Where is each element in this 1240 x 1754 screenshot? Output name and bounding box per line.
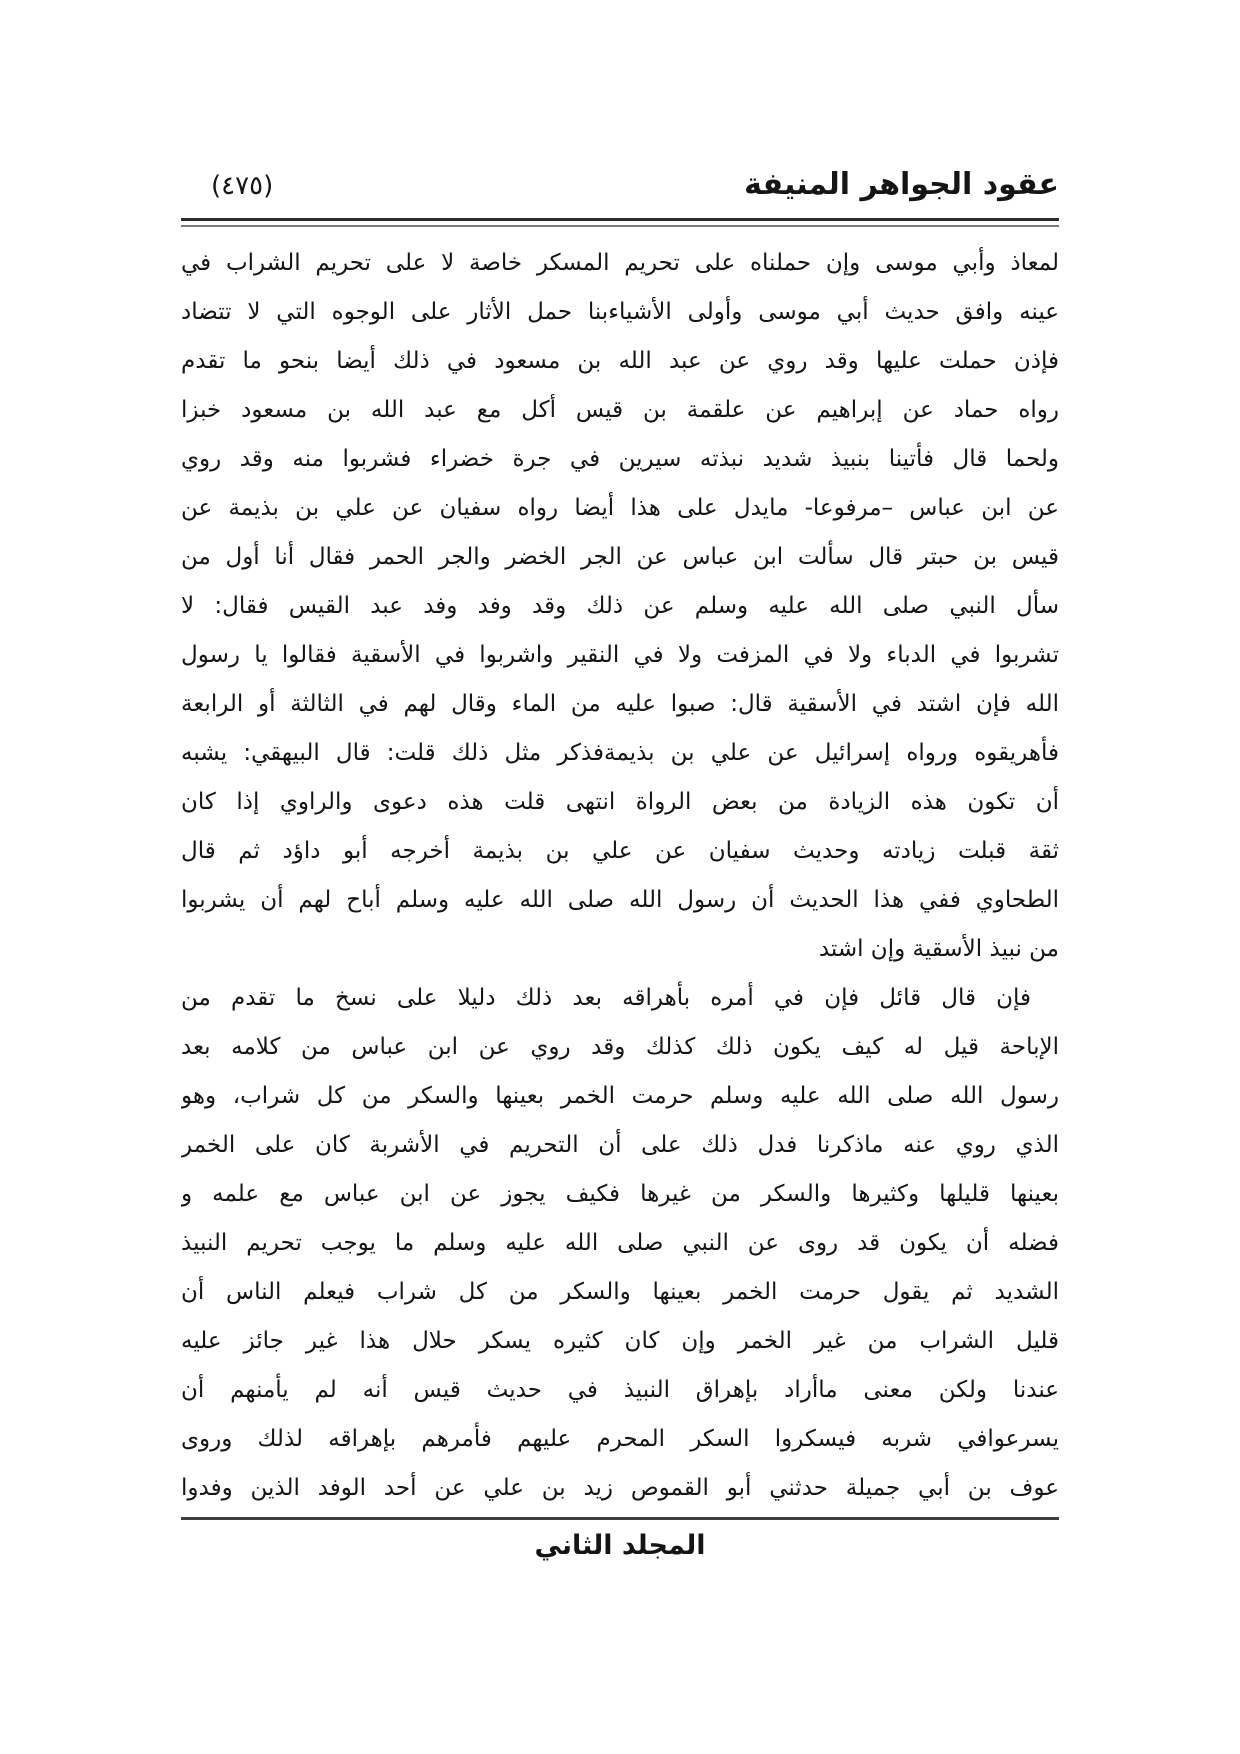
text-line: عوف بن أبي جميلة حدثني أبو القموص زيد بن علي عن أحد الوفد الذين وفدوا (181, 1475, 1059, 1501)
text-line: ثقة قبلت زيادته وحديث سفيان عن علي بن بذيمة أخرجه أبو داؤد ثم قال (181, 838, 1059, 864)
volume-label: المجلد الثاني (534, 1530, 706, 1561)
text-line: ولحما قال فأتينا بنبيذ شديد نبذته سيرين في جرة خضراء فشربوا منه وقد روي (181, 446, 1059, 472)
header-divider (181, 218, 1059, 227)
text-line: سأل النبي صلى الله عليه وسلم عن ذلك وقد وفد وفد عبد القيس فقال: لا (181, 593, 1059, 619)
text-line: عينه وافق حديث أبي موسى وأولى الأشياءبنا حمل الأثار على الوجوه التي لا تتضاد (181, 299, 1059, 325)
text-line: عن ابن عباس –مرفوعا- مايدل على هذا أيضا رواه سفيان عن علي بن بذيمة عن (181, 495, 1059, 521)
paragraph-1 (181, 239, 1059, 974)
text-line: الإباحة قيل له كيف يكون ذلك كذلك وقد روي عن ابن عباس من كلامه بعد (181, 1034, 1059, 1060)
text-line: يسرعوافي شربه فيسكروا السكر المحرم عليهم فأمرهم بإهراقه لذلك وروى (181, 1426, 1059, 1452)
text-line: لمعاذ وأبي موسى وإن حملناه على تحريم المسكر خاصة لا على تحريم الشراب في (181, 250, 1059, 276)
text-line: الطحاوي ففي هذا الحديث أن رسول الله صلى الله عليه وسلم أباح لهم أن يشربوا (181, 887, 1059, 913)
page-header (181, 152, 1059, 204)
book-page (181, 0, 1059, 1561)
text-line: قيس بن حبتر قال سألت ابن عباس عن الجر الخضر والجر الحمر فقال أنا أول من (181, 544, 1059, 570)
text-line: تشربوا في الدباء ولا في المزفت ولا في النقير واشربوا في الأسقية فقالوا يا رسول (181, 642, 1059, 668)
text-line: فأهريقوه ورواه إسرائيل عن علي بن بذيمةفذكر مثل ذلك قلت: قال البيهقي: يشبه (181, 740, 1059, 766)
book-title: عقود الجواهر المنيفة (744, 167, 1059, 202)
text-line: قليل الشراب من غير الخمر وإن كان كثيره يسكر حلال هذا غير جائز عليه (181, 1328, 1059, 1354)
text-line: رواه حماد عن إبراهيم عن علقمة بن قيس أكل مع عبد الله بن مسعود خبزا (181, 397, 1059, 423)
text-line: رسول الله صلى الله عليه وسلم حرمت الخمر بعينها والسكر من كل شراب، وهو (181, 1083, 1059, 1109)
text-line: الذي روي عنه ماذكرنا فدل ذلك على أن التحريم في الأشربة كان على الخمر (181, 1132, 1059, 1158)
text-line: من نبيذ الأسقية وإن اشتد (818, 936, 1059, 962)
text-line: بعينها قليلها وكثيرها والسكر من غيرها فكيف يجوز عن ابن عباس مع علمه و (181, 1181, 1059, 1207)
text-line: الشديد ثم يقول حرمت الخمر بعينها والسكر من كل شراب فيعلم الناس أن (181, 1279, 1059, 1305)
text-line: عندنا ولكن معنى ماأراد بإهراق النبيذ في حديث قيس أنه لم يأمنهم أن (181, 1377, 1059, 1403)
text-line: فضله أن يكون قد روى عن النبي صلى الله عليه وسلم ما يوجب تحريم النبيذ (181, 1230, 1059, 1256)
text-line: فإذن حملت عليها وقد روي عن عبد الله بن مسعود في ذلك أيضا بنحو ما تقدم (181, 348, 1059, 374)
text-line: فإن قال قائل فإن في أمره بأهراقه بعد ذلك دليلا على نسخ ما تقدم من (181, 985, 1031, 1011)
text-line: أن تكون هذه الزيادة من بعض الرواة انتهى قلت هذه دعوى والراوي إذا كان (181, 789, 1059, 815)
text-line: الله فإن اشتد في الأسقية قال: صبوا عليه من الماء وقال لهم في الثالثة أو الرابعة (181, 691, 1059, 717)
paragraph-2 (181, 974, 1059, 1513)
page-number: (٤٧٥) (211, 171, 274, 202)
footer-divider (181, 1517, 1059, 1520)
body-text (181, 239, 1059, 1513)
